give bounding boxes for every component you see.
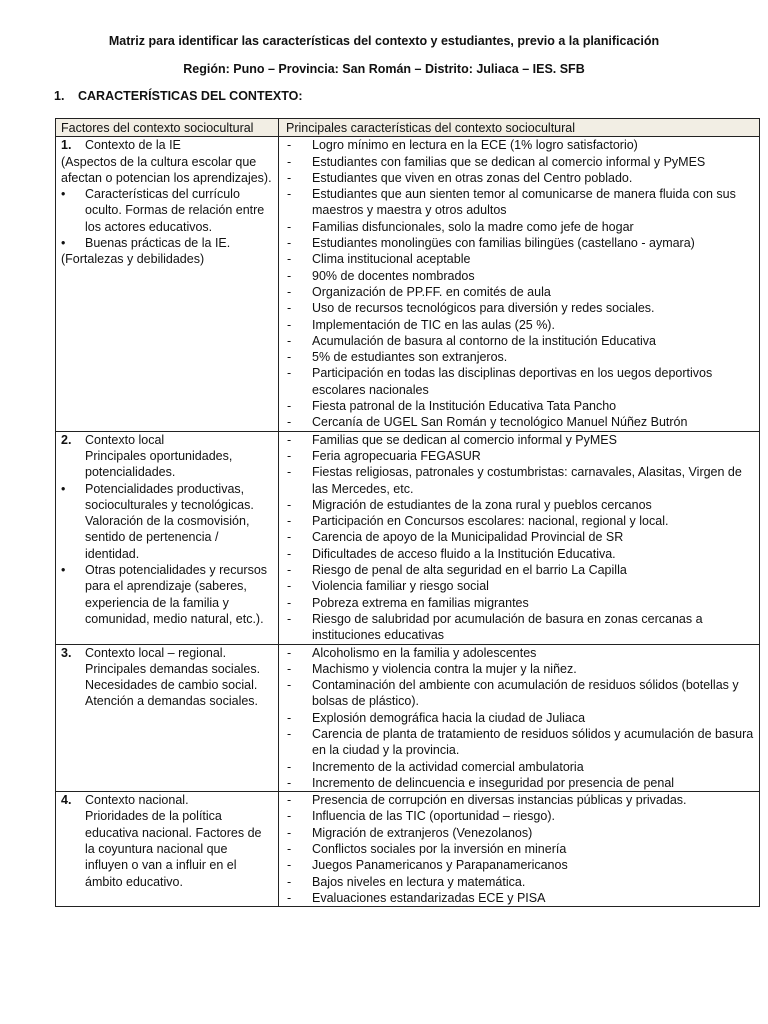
- bullet-icon: •: [61, 187, 66, 202]
- list-item: [284, 365, 755, 398]
- list-item: [284, 645, 755, 661]
- dash-marker: -: [287, 138, 292, 153]
- list-item: [284, 874, 755, 890]
- characteristic-text: 90% de docentes nombrados: [312, 268, 475, 283]
- characteristic-text: Alcoholismo en la familia y adolescentes: [312, 645, 537, 660]
- context-matrix-table: [55, 118, 760, 907]
- dash-marker: -: [287, 236, 292, 251]
- characteristic-text: Migración de estudiantes de la zona rural y pueblos cercanos: [312, 497, 652, 512]
- characteristic-text: Organización de PP.FF. en comités de aula: [312, 284, 551, 299]
- dash-marker: -: [287, 465, 292, 480]
- characteristic-text: Carencia de planta de tratamiento de residuos sólidos y acumulación de basura en la ciudad y la provincia.: [312, 726, 754, 758]
- dash-marker: -: [287, 726, 292, 741]
- factor-heading: [61, 432, 274, 448]
- characteristic-text: Riesgo de salubridad por acumulación de basura en zonas cercanas a instituciones educativas: [312, 611, 703, 643]
- characteristic-text: Influencia de las TIC (oportunidad – riesgo).: [312, 809, 555, 824]
- dash-marker: -: [287, 842, 292, 857]
- characteristic-text: Familias que se dedican al comercio informal y PyMES: [312, 432, 617, 447]
- factor-heading: [61, 792, 274, 808]
- characteristic-text: Participación en todas las disciplinas deportivas en los uegos deportivos escolares nacionales: [312, 366, 713, 397]
- characteristic-text: Estudiantes que aun sienten temor al comunicarse de manera fluida con sus maestros y maestra y otros adultos: [312, 187, 736, 218]
- factor-cell: [56, 137, 279, 431]
- characteristic-text: Bajos niveles en lectura y matemática.: [312, 874, 526, 889]
- factor-title: Contexto local – regional.: [85, 645, 227, 660]
- factor-number: 2.: [61, 432, 72, 447]
- factor-bullet-item: [61, 235, 274, 251]
- dash-marker: -: [287, 219, 292, 234]
- characteristic-text: Juegos Panamericanos y Parapanamericanos: [312, 858, 568, 873]
- characteristics-cell: [279, 792, 760, 907]
- factor-bullet-item: [61, 562, 274, 627]
- list-item: [284, 300, 755, 316]
- dash-marker: -: [287, 546, 292, 561]
- characteristics-list: [284, 137, 755, 430]
- column-header-factors: Factores del contexto sociocultural: [56, 119, 279, 137]
- list-item: [284, 448, 755, 464]
- section-number: 1.: [54, 89, 65, 103]
- list-item: [284, 414, 755, 430]
- characteristic-text: Carencia de apoyo de la Municipalidad Provincial de SR: [312, 530, 624, 545]
- dash-marker: -: [287, 874, 292, 889]
- list-item: [284, 595, 755, 611]
- list-item: [284, 611, 755, 644]
- characteristic-text: Contaminación del ambiente con acumulación de residuos sólidos (botellas y bolsas de plástico).: [312, 678, 739, 709]
- dash-marker: -: [287, 514, 292, 529]
- factor-number: 1.: [61, 138, 72, 153]
- characteristics-cell: [279, 137, 760, 431]
- document-title: Matriz para identificar las características del contexto y estudiantes, previo a la planificación: [108, 34, 660, 48]
- characteristics-cell: [279, 431, 760, 644]
- list-item: [284, 825, 755, 841]
- characteristic-text: Pobreza extrema en familias migrantes: [312, 595, 529, 610]
- list-item: [284, 284, 755, 300]
- factor-description: Principales oportunidades, potencialidades.: [85, 448, 233, 480]
- column-header-characteristics: Principales características del contexto sociocultural: [279, 119, 760, 137]
- list-item: [284, 578, 755, 594]
- characteristic-text: Evaluaciones estandarizadas ECE y PISA: [312, 890, 546, 905]
- list-item: [284, 546, 755, 562]
- factor-cell: [56, 431, 279, 644]
- dash-marker: -: [287, 317, 292, 332]
- bullet-icon: •: [61, 236, 66, 251]
- list-item: [284, 219, 755, 235]
- characteristic-text: Familias disfuncionales, solo la madre como jefe de hogar: [312, 219, 634, 234]
- characteristic-text: Dificultades de acceso fluido a la Institución Educativa.: [312, 546, 616, 561]
- list-item: [284, 710, 755, 726]
- list-item: [284, 497, 755, 513]
- factor-heading: [61, 645, 274, 661]
- table-header-row: [56, 119, 760, 137]
- list-item: [284, 349, 755, 365]
- document-subtitle: Región: Puno – Provincia: San Román – Distrito: Juliaca – IES. SFB: [183, 62, 585, 76]
- list-item: [284, 235, 755, 251]
- dash-marker: -: [287, 825, 292, 840]
- factor-bullet-text: Potencialidades productivas, socioculturales y tecnológicas. Valoración de la cosmovisión, sentido de pertenencia / identidad.: [85, 481, 254, 561]
- characteristic-text: Presencia de corrupción en diversas instancias públicas y privadas.: [312, 793, 687, 808]
- characteristic-text: Uso de recursos tecnológicos para diversión y redes sociales.: [312, 301, 655, 316]
- list-item: [284, 268, 755, 284]
- dash-marker: -: [287, 497, 292, 512]
- table-row: [56, 431, 760, 644]
- characteristic-text: Clima institucional aceptable: [312, 252, 471, 267]
- factor-heading: [61, 137, 274, 153]
- table-row: [56, 644, 760, 792]
- factor-description: (Aspectos de la cultura escolar que afectan o potencian los aprendizajes).: [61, 154, 272, 185]
- list-item: [284, 841, 755, 857]
- dash-marker: -: [287, 775, 292, 790]
- dash-marker: -: [287, 858, 292, 873]
- bullet-icon: •: [61, 563, 66, 578]
- table-row: [56, 137, 760, 431]
- dash-marker: -: [287, 793, 292, 808]
- list-item: [284, 432, 755, 448]
- list-item: [284, 513, 755, 529]
- dash-marker: -: [287, 170, 292, 185]
- dash-marker: -: [287, 350, 292, 365]
- list-item: [284, 890, 755, 906]
- list-item: [284, 759, 755, 775]
- list-item: [284, 792, 755, 808]
- dash-marker: -: [287, 268, 292, 283]
- characteristics-list: [284, 645, 755, 792]
- characteristic-text: Conflictos sociales por la inversión en minería: [312, 842, 567, 857]
- list-item: [284, 137, 755, 153]
- characteristic-text: Acumulación de basura al contorno de la institución Educativa: [312, 333, 656, 348]
- characteristic-text: Riesgo de penal de alta seguridad en el barrio La Capilla: [312, 563, 627, 578]
- list-item: [284, 251, 755, 267]
- list-item: [284, 464, 755, 497]
- characteristic-text: Violencia familiar y riesgo social: [312, 579, 489, 594]
- characteristic-text: Migración de extranjeros (Venezolanos): [312, 825, 533, 840]
- factor-bullet-text: Buenas prácticas de la IE.: [85, 236, 231, 251]
- factor-note: (Fortalezas y debilidades): [61, 252, 205, 267]
- list-item: [284, 677, 755, 710]
- dash-marker: -: [287, 563, 292, 578]
- characteristic-text: Cercanía de UGEL San Román y tecnológico Manuel Núñez Butrón: [312, 415, 688, 430]
- factor-title: Contexto nacional.: [85, 793, 189, 808]
- section-heading: [54, 89, 303, 103]
- factor-description: Principales demandas sociales. Necesidades de cambio social. Atención a demandas sociales.: [85, 661, 261, 709]
- list-item: [284, 170, 755, 186]
- characteristic-text: Fiesta patronal de la Institución Educativa Tata Pancho: [312, 399, 617, 414]
- dash-marker: -: [287, 366, 292, 381]
- characteristic-text: Fiestas religiosas, patronales y costumbristas: carnavales, Alasitas, Virgen de las Mercedes, etc.: [312, 465, 742, 496]
- dash-marker: -: [287, 252, 292, 267]
- dash-marker: -: [287, 661, 292, 676]
- dash-marker: -: [287, 710, 292, 725]
- factor-bullet-item: [61, 186, 274, 235]
- dash-marker: -: [287, 678, 292, 693]
- list-item: [284, 808, 755, 824]
- characteristic-text: Explosión demográfica hacia la ciudad de Juliaca: [312, 710, 586, 725]
- list-item: [284, 562, 755, 578]
- list-item: [284, 857, 755, 873]
- characteristic-text: 5% de estudiantes son extranjeros.: [312, 350, 508, 365]
- factor-cell: [56, 644, 279, 792]
- bullet-icon: •: [61, 481, 66, 496]
- dash-marker: -: [287, 284, 292, 299]
- dash-marker: -: [287, 432, 292, 447]
- characteristics-cell: [279, 644, 760, 792]
- factor-number: 3.: [61, 645, 72, 660]
- dash-marker: -: [287, 187, 292, 202]
- factor-bullet-text: Otras potencialidades y recursos para el aprendizaje (saberes, experiencia de la familia y comunidad, medio natural, etc.).: [85, 563, 268, 626]
- dash-marker: -: [287, 645, 292, 660]
- factor-title: Contexto de la IE: [85, 138, 181, 153]
- list-item: [284, 333, 755, 349]
- characteristic-text: Incremento de delincuencia e inseguridad por presencia de penal: [312, 775, 675, 790]
- list-item: [284, 529, 755, 545]
- factor-title: Contexto local: [85, 432, 165, 447]
- dash-marker: -: [287, 611, 292, 626]
- characteristic-text: Estudiantes que viven en otras zonas del Centro poblado.: [312, 170, 633, 185]
- characteristic-text: Machismo y violencia contra la mujer y la niñez.: [312, 661, 577, 676]
- characteristic-text: Logro mínimo en lectura en la ECE (1% logro satisfactorio): [312, 138, 638, 153]
- dash-marker: -: [287, 154, 292, 169]
- section-title: CARACTERÍSTICAS DEL CONTEXTO:: [78, 89, 303, 103]
- factor-bullet-item: [61, 481, 274, 562]
- characteristic-text: Estudiantes monolingües con familias bilingües (castellano - aymara): [312, 236, 695, 251]
- dash-marker: -: [287, 890, 292, 905]
- characteristic-text: Feria agropecuaria FEGASUR: [312, 448, 481, 463]
- characteristic-text: Estudiantes con familias que se dedican al comercio informal y PyMES: [312, 154, 706, 169]
- factor-number: 4.: [61, 793, 72, 808]
- dash-marker: -: [287, 399, 292, 414]
- dash-marker: -: [287, 809, 292, 824]
- dash-marker: -: [287, 595, 292, 610]
- dash-marker: -: [287, 301, 292, 316]
- list-item: [284, 154, 755, 170]
- list-item: [284, 317, 755, 333]
- list-item: [284, 398, 755, 414]
- dash-marker: -: [287, 759, 292, 774]
- characteristic-text: Incremento de la actividad comercial ambulatoria: [312, 759, 584, 774]
- list-item: [284, 661, 755, 677]
- factor-bullet-text: Características del currículo oculto. Formas de relación entre los actores educativos.: [85, 187, 265, 234]
- factor-cell: [56, 792, 279, 907]
- dash-marker: -: [287, 415, 292, 430]
- characteristic-text: Implementación de TIC en las aulas (25 %).: [312, 317, 555, 332]
- dash-marker: -: [287, 579, 292, 594]
- dash-marker: -: [287, 448, 292, 463]
- table-row: [56, 792, 760, 907]
- table-body: [56, 119, 760, 907]
- list-item: [284, 775, 755, 791]
- list-item: [284, 186, 755, 219]
- characteristic-text: Participación en Concursos escolares: nacional, regional y local.: [312, 514, 669, 529]
- characteristics-list: [284, 432, 755, 644]
- dash-marker: -: [287, 530, 292, 545]
- factor-description: Prioridades de la política educativa nacional. Factores de la coyuntura nacional que influyen o van a influir en el ámbito educativo.: [85, 809, 262, 889]
- dash-marker: -: [287, 333, 292, 348]
- list-item: [284, 726, 755, 759]
- characteristics-list: [284, 792, 755, 906]
